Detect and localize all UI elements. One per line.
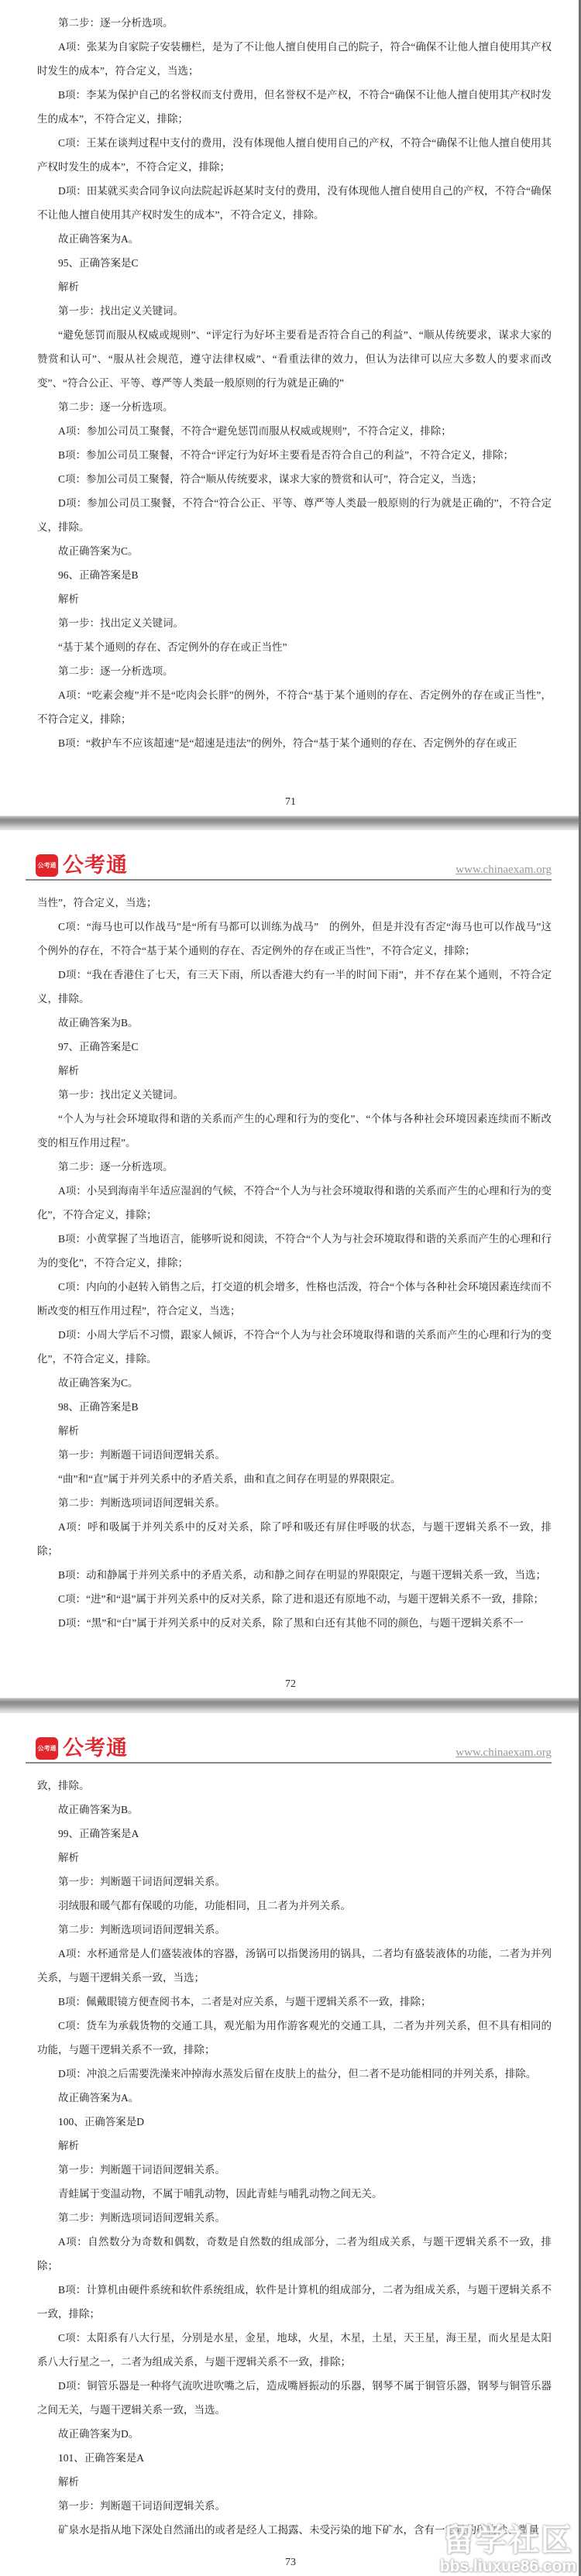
paragraph: 故正确答案为B。 [58, 1804, 139, 1815]
site-header [26, 1737, 552, 1764]
paragraph: 第一步：判断题干词语间逻辑关系。 [58, 2164, 225, 2176]
paragraph: D项：“我在香港住了七天，有三天下雨，所以香港大约有一半的时间下雨”，并不存在某个通则，不符合定义，排除。 [37, 969, 552, 1005]
paragraph: 当性”，符合定义，当选； [37, 897, 157, 908]
paragraph: A项：张某为自家院子安装栅栏，是为了不让他人擅自使用自己的院子，符合“确保不让他人擅自使用其产权时发生的成本”，符合定义，当选； [37, 41, 552, 77]
brand-logo-icon: 公考通 [36, 854, 58, 877]
page-number: 71 [285, 796, 296, 808]
paragraph: B项：计算机由硬件系统和软件系统组成，软件是计算机的组成部分，二者为组成关系，与题干逻辑关系不一致，排除； [37, 2284, 552, 2320]
paragraph: 第二步：逐一分析选项。 [58, 17, 174, 29]
paragraph: A项：小吴到海南半年适应湿润的气候，不符合“个人为与社会环境取得和谐的关系而产生的心理和行为的变化”，不符合定义，排除； [37, 1185, 552, 1221]
paragraph: “避免惩罚而服从权威或规则”、“评定行为好坏主要看是否符合自己的利益”、“顺从传统要求，谋求大家的赞赏和认可”、“服从社会规范，遵守法律权威”、“看重法律的效力，但认为法律可以应大多数人的要求而改变”、“符合公正、平等、尊严等人类最一般原则的行为就是正确的” [37, 329, 552, 389]
paragraph: 100、正确答案是D [58, 2116, 144, 2128]
paragraph: B项：小黄掌握了当地语言，能够听说和阅读，不符合“个人为与社会环境取得和谐的关系而产生的心理和行为的变化”，不符合定义，排除； [37, 1233, 552, 1269]
paragraph: B项：李某为保护自己的名誉权而支付费用，但名誉权不是产权，不符合“确保不让他人擅自使用其产权时发生的成本”，不符合定义，排除； [37, 89, 552, 125]
paragraph: C项：“海马也可以作战马”是“所有马都可以训练为战马” 的例外，但是并没有否定“海马也可以作战马”这个例外的存在，不符合“基于某个通则的存在、否定例外的存在或正当性”，不符合定义，排除； [37, 921, 552, 957]
paragraph: C项：王某在谈判过程中支付的费用，没有体现他人擅自使用自己的产权，不符合“确保不让他人擅自使用其产权时发生的成本”，不符合定义，排除； [37, 137, 552, 173]
site-header [26, 854, 552, 881]
document-page-73 [0, 1713, 581, 2576]
page-gap-separator [0, 1698, 581, 1714]
paragraph: 第一步：判断题干词语间逻辑关系。 [58, 1449, 225, 1461]
page-number: 73 [285, 2557, 296, 2568]
paragraph: 羽绒服和暖气都有保暖的功能，功能相同，且二者为并列关系。 [58, 1900, 351, 1911]
paragraph: 第一步：判断题干词语间逻辑关系。 [58, 2500, 225, 2512]
brand-logo [36, 854, 128, 877]
paragraph: 故正确答案为A。 [58, 2092, 139, 2104]
paragraph: 解析 [58, 1852, 79, 1863]
paragraph: 第一步：判断题干词语间逻辑关系。 [58, 1876, 225, 1887]
paragraph: 故正确答案为D。 [58, 2428, 139, 2440]
brand-logo-icon: 公考通 [36, 1737, 58, 1760]
document-page-71 [0, 0, 581, 816]
paragraph: D项：冲浪之后需要洗澡来冲掉海水蒸发后留在皮肤上的盐分，但二者不是功能相同的并列关系，排除。 [58, 2068, 537, 2080]
paragraph: A项：参加公司员工聚餐，不符合“避免惩罚而服从权威或规则”，不符合定义，排除； [58, 425, 452, 437]
paragraph: 第二步：逐一分析选项。 [58, 1161, 174, 1173]
paragraph: B项：参加公司员工聚餐，不符合“评定行为好坏主要看是否符合自己的利益”，不符合定义，排除； [58, 449, 514, 461]
paragraph: 故正确答案为C。 [58, 545, 139, 557]
paragraph: B项：动和静属于并列关系中的矛盾关系，动和静之间存在明显的界限限定，与题干逻辑关系一致，当选； [58, 1569, 547, 1581]
paragraph: C项：参加公司员工聚餐，符合“顺从传统要求，谋求大家的赞赏和认可”，符合定义，当选； [58, 473, 483, 485]
page-gap-separator [0, 816, 581, 831]
paragraph: B项：“救护车不应该超速”是“超速是违法”的例外，符合“基于某个通则的存在、否定例外的存在或正 [58, 737, 517, 749]
paragraph: 第二步：判断选项词语间逻辑关系。 [58, 1924, 225, 1935]
page-content [37, 1774, 552, 2542]
paragraph: 故正确答案为B。 [58, 1017, 139, 1029]
paragraph: A项：“吃素会瘦”并不是“吃肉会长胖”的例外，不符合“基于某个通则的存在、否定例外的存在或正当性”，不符合定义，排除； [37, 689, 552, 725]
paragraph: 解析 [58, 593, 79, 605]
paragraph: 第二步：逐一分析选项。 [58, 665, 174, 677]
paragraph: A项：水杯通常是人们盛装液体的容器，汤锅可以指煲汤用的锅具，二者均有盛装液体的功能，二者为并列关系，与题干逻辑关系一致，当选； [37, 1948, 552, 1984]
paragraph: 第一步：找出定义关键词。 [58, 1089, 184, 1101]
paragraph: A项：呼和吸属于并列关系中的反对关系，除了呼和吸还有屏住呼吸的状态，与题干逻辑关系不一致，排除； [37, 1521, 552, 1557]
paragraph: C项：内向的小赵转入销售之后，打交道的机会增多，性格也活泼，符合“个体与各种社会环境因素连续而不断改变的相互作用过程”，符合定义，当选； [37, 1281, 552, 1317]
paragraph: 第二步：判断选项词语间逻辑关系。 [58, 1497, 225, 1509]
paragraph: 青蛙属于变温动物，不属于哺乳动物，因此青蛙与哺乳动物之间无关。 [58, 2188, 383, 2200]
paragraph: D项：“黑”和“白”属于并列关系中的反对关系，除了黑和白还有其他不同的颜色，与题干逻辑关系不一 [58, 1617, 524, 1629]
paragraph: 解析 [58, 2476, 79, 2488]
paragraph: C项：货车为承载货物的交通工具，观光船为用作游客观光的交通工具，二者为并列关系，但不具有相同的功能，与题干逻辑关系不一致，排除； [37, 2020, 552, 2056]
paragraph: 第一步：找出定义关键词。 [58, 617, 184, 629]
paragraph: 故正确答案为C。 [58, 1377, 139, 1389]
paragraph: “曲”和“直”属于并列关系中的矛盾关系，曲和直之间存在明显的界限限定。 [58, 1473, 401, 1485]
watermark-title: 留学社区 [443, 2523, 573, 2557]
paragraph: 故正确答案为A。 [58, 233, 139, 245]
paragraph: 解析 [58, 1065, 79, 1077]
paragraph: B项：佩戴眼镜方便查阅书本，二者是对应关系，与题干逻辑关系不一致，排除； [58, 1996, 431, 2008]
paragraph: C项：太阳系有八大行星，分别是水星，金星，地球，火星，木星，土星，天王星，海王星，而火星是太阳系八大行星之一，二者为组成关系，与题干逻辑关系不一致，排除； [37, 2332, 552, 2368]
paragraph: D项：小周大学后不习惯，跟家人倾诉，不符合“个人为与社会环境取得和谐的关系而产生的心理和行为的变化”，不符合定义，排除。 [37, 1329, 552, 1365]
paragraph: “个人为与社会环境取得和谐的关系而产生的心理和行为的变化”、“个体与各种社会环境因素连续而不断改变的相互作用过程”。 [37, 1113, 552, 1149]
paragraph: A项：自然数分为奇数和偶数，奇数是自然数的组成部分，二者为组成关系，与题干逻辑关系不一致，排除； [37, 2236, 552, 2272]
page-content [37, 891, 552, 1659]
paragraph: 第一步：找出定义关键词。 [58, 305, 184, 317]
site-url-link[interactable]: www.chinaexam.org [456, 1747, 552, 1759]
brand-logo [36, 1737, 128, 1760]
document-page-72 [0, 830, 581, 1698]
page-content [37, 11, 552, 787]
paragraph: 解析 [58, 281, 79, 293]
paragraph: 矿泉水是指从地下深处自然涌出的或者是经人工揭露、未受污染的地下矿水，含有一定量的矿物盐、微量 [58, 2524, 539, 2536]
paragraph: D项：田某就买卖合同争议向法院起诉赵某时支付的费用，没有体现他人擅自使用自己的产权，不符合“确保不让他人擅自使用其产权时发生的成本”，不符合定义，排除。 [37, 185, 552, 221]
brand-logo-text: 公考通 [63, 1736, 128, 1760]
paragraph: 解析 [58, 2140, 79, 2152]
watermark-url: bbs.liuxue86.com [439, 2557, 577, 2575]
paragraph: 98、正确答案是B [58, 1401, 139, 1413]
paragraph: 第二步：逐一分析选项。 [58, 401, 174, 413]
paragraph: 101、正确答案是A [58, 2452, 144, 2464]
paragraph: D项：参加公司员工聚餐，不符合“符合公正、平等、尊严等人类最一般原则的行为就是正确的”，不符合定义，排除。 [37, 497, 552, 533]
paragraph: 97、正确答案是C [58, 1041, 139, 1053]
site-url-link[interactable]: www.chinaexam.org [456, 864, 552, 876]
paragraph: 95、正确答案是C [58, 257, 139, 269]
paragraph: “基于某个通则的存在、否定例外的存在或正当性” [58, 641, 287, 653]
brand-logo-text: 公考通 [63, 854, 128, 877]
paragraph: 解析 [58, 1425, 79, 1437]
paragraph: C项：“进”和“退”属于并列关系中的反对关系，除了进和退还有原地不动，与题干逻辑关系不一致，排除； [58, 1593, 544, 1605]
paragraph: 96、正确答案是B [58, 569, 139, 581]
paragraph: 99、正确答案是A [58, 1828, 139, 1839]
paragraph: D项：铜管乐器是一种将气流吹进吹嘴之后，造成嘴唇振动的乐器，钢琴不属于铜管乐器，钢琴与铜管乐器之间无关，与题干逻辑关系一致，当选。 [37, 2380, 552, 2416]
paragraph: 致，排除。 [37, 1780, 90, 1791]
paragraph: 第二步：判断选项词语间逻辑关系。 [58, 2212, 225, 2224]
page-number: 72 [285, 1678, 296, 1690]
